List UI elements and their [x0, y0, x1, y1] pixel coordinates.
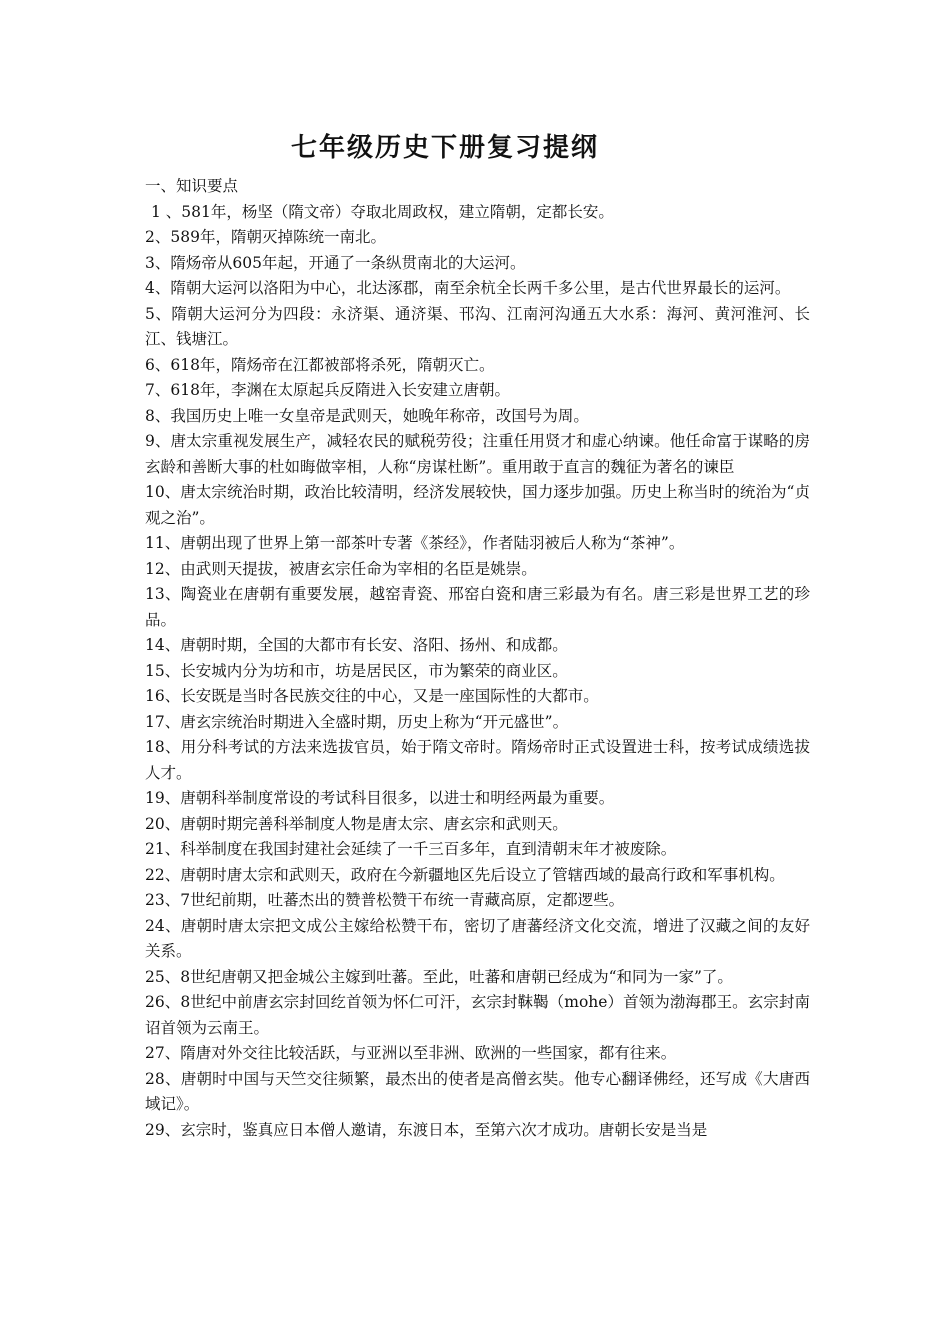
document-title: 七年级历史下册复习提纲	[290, 133, 599, 163]
list-item: 10、唐太宗统治时期，政治比较清明，经济发展较快，国力逐步加强。历史上称当时的统治为“贞观之治”。	[145, 483, 810, 527]
list-item: 28、唐朝时中国与天竺交往频繁，最杰出的使者是高僧玄奘。他专心翻译佛经，还写成《大唐西域记》。	[145, 1069, 810, 1113]
list-item: 2、589年，隋朝灭掉陈统一南北。	[145, 228, 386, 246]
list-item: 21、科举制度在我国封建社会延续了一千三百多年，直到清朝末年才被废除。	[145, 840, 677, 858]
list-item: 14、唐朝时期，全国的大都市有长安、洛阳、扬州、和成都。	[145, 636, 568, 654]
list-item: 3、隋炀帝从605年起，开通了一条纵贯南北的大运河。	[145, 253, 526, 272]
section-heading: 一、知识要点	[145, 177, 239, 195]
list-item: 17、唐玄宗统治时期进入全盛时期，历史上称为“开元盛世”。	[145, 712, 569, 731]
list-item: 29、玄宗时，鉴真应日本僧人邀请，东渡日本，至第六次才成功。唐朝长安是当是	[145, 1120, 708, 1139]
list-item: 26、8世纪中前唐玄宗封回纥首领为怀仁可汗，玄宗封靺鞨（mohe）首领为渤海郡王。玄宗封南诏首领为云南王。	[145, 993, 810, 1037]
list-item: 19、唐朝科举制度常设的考试科目很多，以进士和明经两最为重要。	[145, 789, 615, 807]
list-item: 11、唐朝出现了世界上第一部茶叶专著《茶经》，作者陆羽被后人称为“茶神”。	[145, 534, 685, 552]
list-item: 7、618年，李渊在太原起兵反隋进入长安建立唐朝。	[145, 381, 510, 399]
list-item: 4、隋朝大运河以洛阳为中心，北达涿郡，南至余杭全长两千多公里，是古代世界最长的运河。	[145, 279, 791, 297]
list-item: 24、唐朝时唐太宗把文成公主嫁给松赞干布，密切了唐蕃经济文化交流，增进了汉藏之间的友好关系。	[145, 916, 810, 960]
list-item: 20、唐朝时期完善科举制度人物是唐太宗、唐玄宗和武则天。	[145, 814, 568, 833]
list-item: 22、唐朝时唐太宗和武则天，政府在今新疆地区先后设立了管辖西域的最高行政和军事机构。	[145, 865, 785, 884]
list-item: 25、8世纪唐朝又把金城公主嫁到吐蕃。至此，吐蕃和唐朝已经成为“和同为一家”了。	[145, 967, 733, 986]
list-item: 12、由武则天提拔，被唐玄宗任命为宰相的名臣是姚崇。	[145, 559, 537, 578]
list-item: 6、618年，隋炀帝在江都被部将杀死，隋朝灭亡。	[145, 355, 495, 374]
list-item: 1 、581年，杨坚（隋文帝）夺取北周政权，建立隋朝，定都长安。	[151, 202, 614, 221]
list-item: 8、我国历史上唯一女皇帝是武则天，她晚年称帝，改国号为周。	[145, 406, 589, 425]
list-item: 16、长安既是当时各民族交往的中心，又是一座国际性的大都市。	[145, 687, 599, 705]
list-item: 23、7世纪前期，吐蕃杰出的赞普松赞干布统一青藏高原，定都逻些。	[145, 891, 625, 909]
list-item: 15、长安城内分为坊和市，坊是居民区，市为繁荣的商业区。	[145, 661, 568, 680]
list-item: 18、用分科考试的方法来选拔官员，始于隋文帝时。隋炀帝时正式设置进士科，按考试成绩选拔人才。	[145, 738, 810, 782]
list-item: 5、隋朝大运河分为四段：永济渠、通济渠、邗沟、江南河沟通五大水系：海河、黄河淮河、长江、钱塘江。	[145, 304, 810, 348]
list-item: 27、隋唐对外交往比较活跃，与亚洲以至非洲、欧洲的一些国家，都有往来。	[145, 1044, 677, 1062]
knowledge-points-list	[145, 200, 810, 1144]
list-item: 9、唐太宗重视发展生产，减轻农民的赋税劳役；注重任用贤才和虚心纳谏。他任命富于谋略的房玄龄和善断大事的杜如晦做宰相，人称“房谋杜断”。重用敢于直言的魏征为著名的谏臣	[145, 432, 810, 476]
list-item: 13、陶瓷业在唐朝有重要发展，越窑青瓷、邢窑白瓷和唐三彩最为有名。唐三彩是世界工艺的珍品。	[145, 585, 810, 629]
document-content	[145, 174, 810, 1143]
